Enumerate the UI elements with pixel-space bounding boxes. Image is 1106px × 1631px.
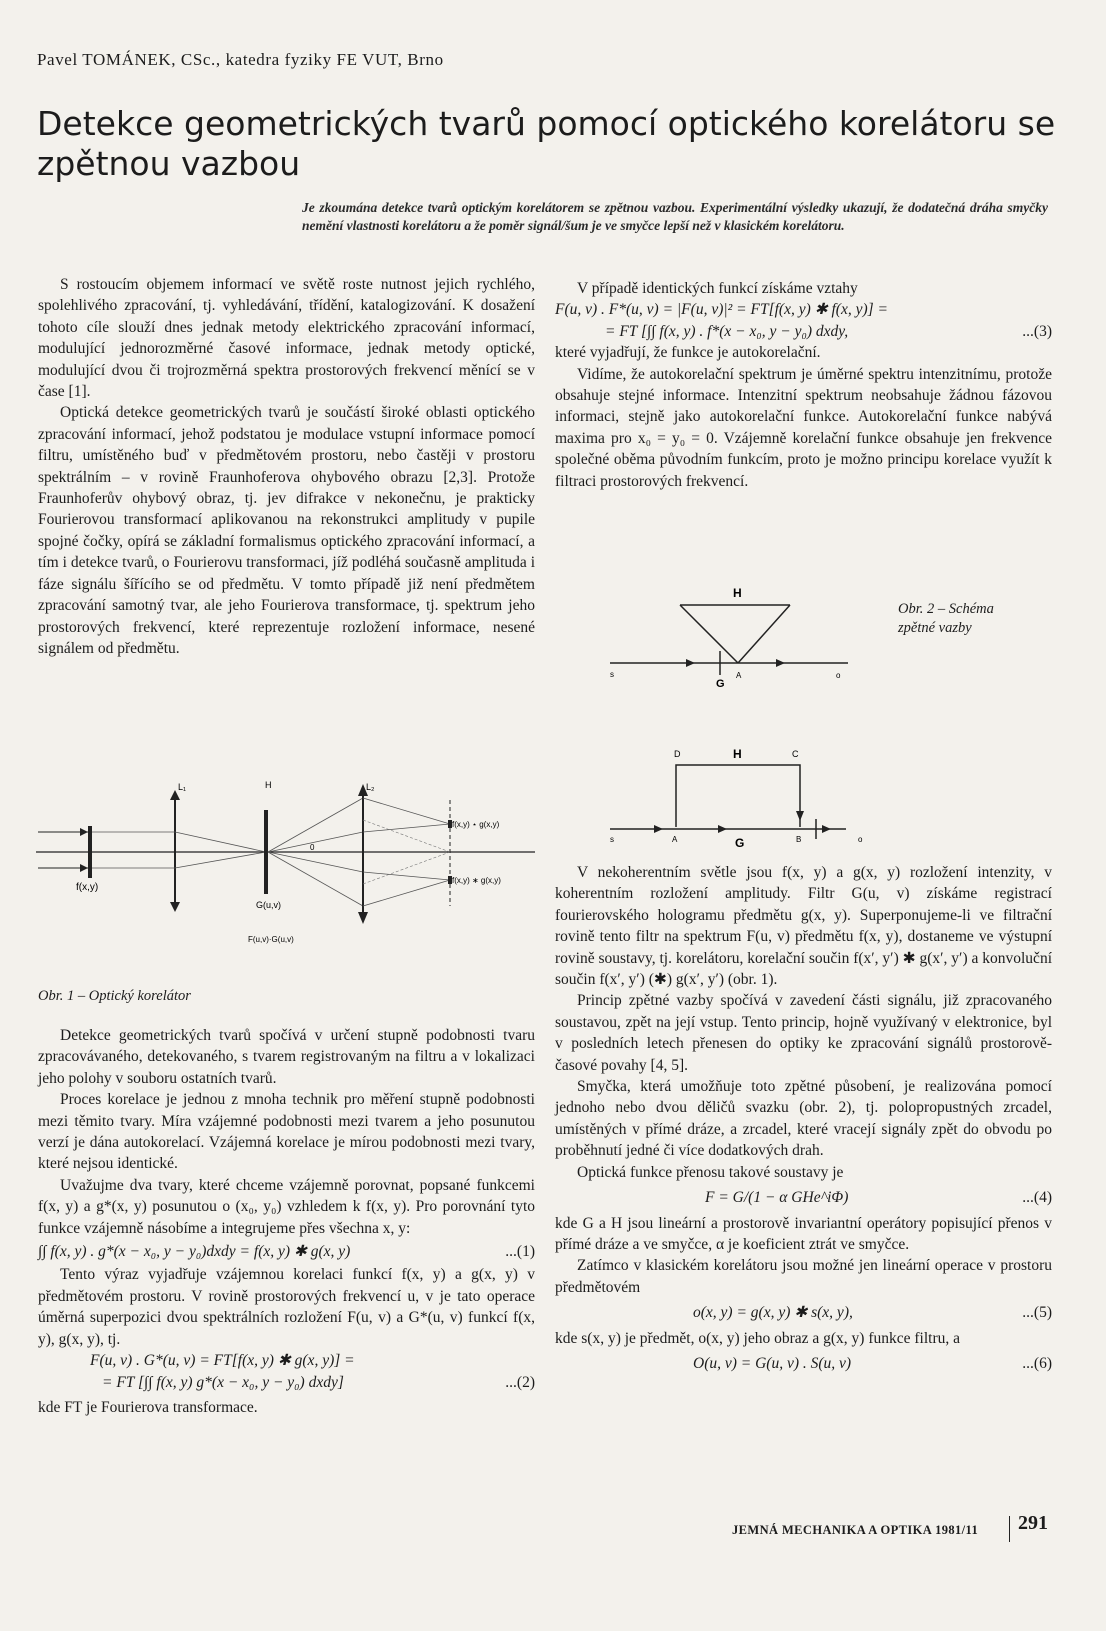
equation-4-body: F = G/(1 − α GHe^iΦ) (705, 1189, 849, 1207)
equation-2-number: ...(2) (505, 1373, 535, 1391)
equation-1-number: ...(1) (505, 1243, 535, 1261)
fig2-top-A: A (736, 671, 742, 680)
paragraph: Proces korelace je jednou z mnoha technik pro měření stupně podobnosti mezi těmito tvary. Míra vzájemné podobnosti mezi tvarem a jeho posunutou verzí je dána autokorelací. Vzájemná korelace je mírou podobnosti mezi tvary, které nejsou identické. (38, 1091, 535, 1173)
fig1-label-L1: L₁ (178, 782, 187, 792)
figure-feedback-scheme (600, 585, 890, 855)
fig1-label-spectrum: F(u,v)·G(u,v) (248, 935, 294, 944)
abstract: Je zkoumána detekce tvarů optickým korelátorem se zpětnou vazbou. Experimentální výsledky ukazují, že dodatečná dráha smyčky nemění vlastnosti korelátoru a že poměr signál/šum je ve smyčce lepší než v klasickém korelátoru. (302, 200, 1048, 233)
fig1-label-input: f(x,y) (76, 882, 99, 893)
paragraph: Optická detekce geometrických tvarů je součástí široké oblasti optického zpracování informací, jehož podstatou je modulace vstupní informace pomocí filtru, umístěného buď v předmětovém prostoru, nebo častěji v prostoru spektrálním – v rovině Fraunhoferova ohybového obrazu [2,3]. Protože Fraunhoferův ohybový obraz, tj. jev difrakce v nekonečnu, je prakticky Fourierovou transformací aplikovanou na rekonstrukci amplitudy v pupile spojné čočky, opírá se základní formalismus optického zpracování informací, a tím i detekce tvarů, o Fourierovu transformaci, jíž podléhá současně amplituda i fáze signálu šířícího se od předmětu. V tomto případě již není předmětem zpracování samotný tvar, ale jeho Fourierova transformace, tj. spektrum jeho prostorových frekvencí, které reprezentuje rozložení informace, nesené signálem od předmětu. (38, 404, 535, 657)
paragraph: které vyjadřují, že funkce je autokorelační. (555, 344, 821, 362)
equation-3a (555, 299, 1052, 320)
fig2-bot-s: s (610, 835, 614, 844)
footer-divider (1009, 1516, 1010, 1542)
equation-5-number: ...(5) (1022, 1304, 1052, 1322)
fig2-bot-C: C (792, 749, 799, 759)
paragraph: Optická funkce přenosu takové soustavy je (577, 1163, 844, 1181)
paragraph: kde G a H jsou lineární a prostorově invariantní operátory popisující přenos v přímé dráze a ve smyčce, α je koeficient ztrát ve smyčce. (555, 1214, 1052, 1253)
equation-3b (555, 321, 1052, 342)
paragraph: V případě identických funkcí získáme vztahy (577, 280, 858, 297)
fig2-bot-G: G (735, 836, 745, 850)
fig1-label-filter: G(u,v) (256, 900, 282, 910)
figure2-caption-line2: zpětné vazby (898, 620, 972, 636)
equation-6-body: O(u, v) = G(u, v) . S(u, v) (693, 1354, 852, 1372)
paragraph: Tento výraz vyjadřuje vzájemnou korelaci funkcí f(x, y) a g(x, y) v předmětovém prostoru. V rovině prostorových frekvencí u, v je tato operace úměrná superpozici dvou spektrálních rozložení F(u, v) a G*(u, v) funkcí f(x, y), g(x, y), tj. (38, 1266, 535, 1348)
left-column-top (38, 274, 535, 659)
paragraph: kde s(x, y) je předmět, o(x, y) jeho obraz a g(x, y) funkce filtru, a (555, 1329, 961, 1347)
fig2-bot-D: D (674, 749, 681, 759)
equation-2a (38, 1350, 535, 1371)
left-column-bottom (38, 1025, 535, 1418)
equation-4 (555, 1187, 1052, 1208)
fig2-top-G: G (716, 678, 725, 690)
equation-4-number: ...(4) (1022, 1189, 1052, 1207)
right-column-bottom (555, 862, 1052, 1374)
equation-3a-body: F(u, v) . F*(u, v) = |F(u, v)|² = FT[f(x, y) ✱ f(x, y)] = (555, 301, 888, 319)
fig1-label-H: H (265, 780, 272, 790)
page-number: 291 (1018, 1512, 1048, 1534)
figure1-caption: Obr. 1 – Optický korelátor (38, 988, 191, 1004)
figure2-caption-line1: Obr. 2 – Schéma (898, 601, 994, 617)
paragraph: Vidíme, že autokorelační spektrum je úměrné spektru intenzitnímu, protože obsahuje stejné informace. Intenzitní spektrum neobsahuje žádnou fázovou informaci, stejně jako autokorelační funkce. Autokorelační funkce nabývá maxima pro x₀ = y₀ = 0. Vzájemně korelační funkce obsahuje jen frekvence společné oběma původním funkcím, proto je možno principu korelace využít k filtraci prostorových frekvencí. (555, 365, 1052, 490)
fig2-bot-H: H (733, 747, 742, 761)
fig2-bot-B: B (796, 835, 802, 844)
fig1-label-out-top: f(x,y) ⋆ g(x,y) (452, 820, 500, 829)
equation-1-body: ∫∫ f(x, y) . g*(x − x₀, y − y₀)dxdy = f(x, y) ✱ g(x, y) (38, 1243, 351, 1261)
equation-6-number: ...(6) (1022, 1354, 1052, 1372)
right-column-top (555, 278, 1052, 492)
fig1-label-zero: 0 (310, 843, 315, 852)
equation-2b (38, 1372, 535, 1393)
paragraph: kde FT je Fourierova transformace. (38, 1398, 258, 1416)
paragraph: Uvažujme dva tvary, které chceme vzájemně porovnat, popsané funkcemi f(x, y) a g*(x, y) posunutou o (x₀, y₀) vzhledem k f(x, y). Pro porovnání tyto funkce vzájemně násobíme a integrujeme přes všechna x, y: (38, 1176, 535, 1237)
figure2-caption (898, 600, 994, 638)
fig1-label-L2: L₂ (366, 782, 375, 792)
equation-3b-body: = FT [∫∫ f(x, y) . f*(x − x₀, y − y₀) dxdy, (605, 322, 849, 340)
article-title: Detekce geometrických tvarů pomocí optického korelátoru se zpětnou vazbou (37, 104, 1056, 183)
figure-optical-correlator (30, 780, 540, 980)
paragraph: Smyčka, která umožňuje toto zpětné působení, je realizována pomocí jednoho nebo dvou děličů svazku (obr. 2), tj. polopropustných zrcadel, umístěných v přímé dráze, a zrcadel, které vracejí signály zpět do obvodu po proběhnutí jedné či více dodatkových drah. (555, 1078, 1052, 1160)
author-line: Pavel TOMÁNEK, CSc., katedra fyziky FE VUT, Brno (37, 50, 444, 69)
equation-3-number: ...(3) (1022, 322, 1052, 340)
paragraph: Detekce geometrických tvarů spočívá v určení stupně podobnosti tvaru zpracovávaného, detekovaného, s tvarem registrovaným na filtru a v lokalizaci jeho polohy v souboru ostatních tvarů. (38, 1027, 535, 1087)
paragraph: S rostoucím objemem informací ve světě roste nutnost jejich rychlého, spolehlivého zpracování, tj. vyhledávání, třídění, katalogizování. K dosažení tohoto cíle slouží dnes jednak metody elektrického zpracování informací, modulující jednorozměrné časové informace, jednak metody optické, modulující dvou či trojrozměrná spektra prostorových frekvencí měnící se v čase [1]. (38, 276, 535, 401)
journal-footer: JEMNÁ MECHANIKA A OPTIKA 1981/11 (732, 1523, 979, 1537)
fig2-top-s: s (610, 670, 614, 679)
fig1-label-out-bottom: f(x,y) ∗ g(x,y) (452, 876, 501, 885)
equation-2a-body: F(u, v) . G*(u, v) = FT[f(x, y) ✱ g(x, y)] = (90, 1352, 355, 1370)
equation-5-body: o(x, y) = g(x, y) ✱ s(x, y), (693, 1304, 853, 1322)
equation-6 (555, 1353, 1052, 1374)
fig2-top-o: o (836, 671, 841, 680)
fig2-top-H: H (733, 586, 742, 600)
equation-1 (38, 1241, 535, 1262)
paragraph: Zatímco v klasickém korelátoru jsou možné jen lineární operace v prostoru předmětovém (555, 1257, 1052, 1296)
fig2-bot-o: o (858, 835, 863, 844)
fig2-bot-A: A (672, 835, 678, 844)
equation-2b-body: = FT [∫∫ f(x, y) g*(x − x₀, y − y₀) dxdy] (102, 1373, 344, 1391)
paragraph: V nekoherentním světle jsou f(x, y) a g(x, y) rozložení intenzity, v koherentním rozložení amplitudy. Filtr G(u, v) získáme registrací fourierovského hologramu předmětu g(x, y). Superponujeme-li ve filtrační rovině tento filtr na spektrum F(u, v) předmětu f(x, y), dostaneme ve výstupní rovině soustavy, tj. korelátoru, korelační součin f(x′, y′) ✱ g(x′, y′) a konvoluční součin f(x′, y′) (✱) g(x′, y′) (obr. 1). (555, 864, 1052, 989)
paragraph: Princip zpětné vazby spočívá v zavedení části signálu, již zpracovaného soustavou, zpět na její vstup. Tento princip, hojně využívaný v elektronice, byl v posledních letech přenesen do optiky ke zpracování signálů prostorově-časové povahy [4, 5]. (555, 992, 1052, 1074)
equation-5 (555, 1302, 1052, 1323)
